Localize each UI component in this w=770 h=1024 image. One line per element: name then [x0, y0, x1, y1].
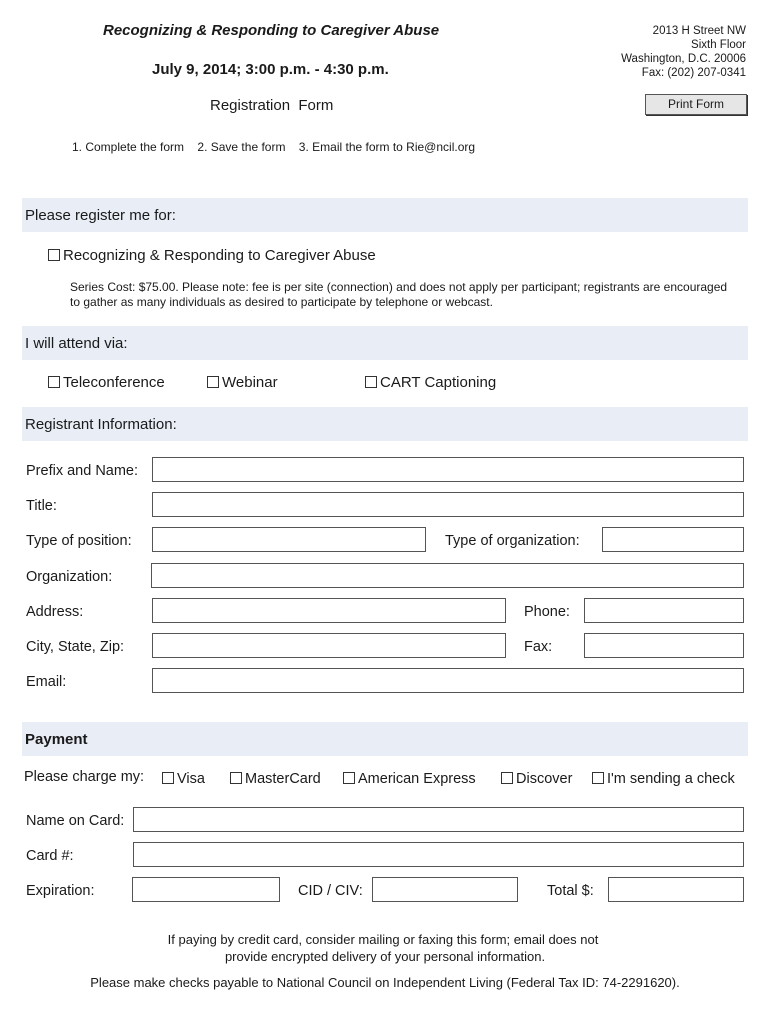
org-type-label: Type of organization: — [445, 533, 580, 549]
payment-heading: Payment — [25, 731, 88, 748]
footer-note-1: If paying by credit card, consider mailing or faxing this form; email does not — [167, 932, 599, 947]
total-label: Total $: — [547, 883, 594, 899]
teleconference-checkbox[interactable] — [48, 376, 60, 388]
check-checkbox[interactable] — [592, 772, 604, 784]
step-3: 3. Email the form to Rie@ncil.org — [298, 140, 476, 154]
attend-teleconference[interactable] — [48, 374, 165, 391]
amex-checkbox[interactable] — [343, 772, 355, 784]
instructions — [72, 140, 485, 154]
webinar-label: Webinar — [222, 374, 278, 391]
footer-note-2: provide encrypted delivery of your personal information. — [224, 949, 546, 964]
address-line: 2013 H Street NW — [652, 25, 746, 37]
prefix-name-field[interactable] — [152, 457, 744, 482]
fax-label: Fax: — [524, 639, 553, 655]
title-label: Title: — [26, 498, 57, 514]
payment-mastercard[interactable] — [230, 771, 321, 787]
register-checkbox[interactable] — [48, 249, 60, 261]
payment-discover[interactable] — [501, 771, 572, 787]
check-label: I'm sending a check — [607, 771, 735, 787]
register-option[interactable] — [48, 247, 376, 264]
webinar-checkbox[interactable] — [207, 376, 219, 388]
fax-field[interactable] — [584, 633, 744, 658]
card-number-label: Card #: — [26, 848, 74, 864]
discover-label: Discover — [516, 771, 573, 787]
registrant-heading: Registrant Information: — [25, 416, 177, 433]
phone-field[interactable] — [584, 598, 744, 623]
mastercard-checkbox[interactable] — [230, 772, 242, 784]
org-type-field[interactable] — [602, 527, 744, 552]
email-field[interactable] — [152, 668, 744, 693]
name-on-card-label: Name on Card: — [26, 813, 125, 829]
organization-label: Organization: — [26, 569, 113, 585]
register-heading: Please register me for: — [25, 207, 176, 224]
payment-section-header — [22, 722, 748, 756]
amex-label: American Express — [358, 771, 476, 787]
phone-label: Phone: — [524, 604, 570, 620]
email-label: Email: — [26, 674, 67, 690]
visa-label: Visa — [177, 771, 205, 787]
payment-check[interactable] — [592, 771, 735, 787]
address-field[interactable] — [152, 598, 506, 623]
mastercard-label: MasterCard — [245, 771, 321, 787]
city-state-zip-field[interactable] — [152, 633, 506, 658]
event-title: Recognizing & Responding to Caregiver Abuse — [103, 22, 440, 39]
attend-cart-captioning[interactable] — [365, 374, 496, 391]
print-form-button[interactable]: Print Form — [645, 94, 747, 115]
payment-amex[interactable] — [343, 771, 476, 787]
attend-section-header — [22, 326, 748, 360]
cart-captioning-checkbox[interactable] — [365, 376, 377, 388]
total-field[interactable] — [608, 877, 744, 902]
teleconference-label: Teleconference — [63, 374, 165, 391]
address-line: Washington, D.C. 20006 — [621, 53, 746, 65]
organization-field[interactable] — [151, 563, 744, 588]
city-state-zip-label: City, State, Zip: — [26, 639, 125, 655]
name-on-card-field[interactable] — [133, 807, 744, 832]
event-date: July 9, 2014; 3:00 p.m. - 4:30 p.m. — [152, 61, 389, 78]
attend-webinar[interactable] — [207, 374, 278, 391]
attend-heading: I will attend via: — [25, 335, 128, 352]
fax-line: Fax: (202) 207-0341 — [641, 67, 746, 79]
address-line: Sixth Floor — [691, 39, 746, 51]
registrant-section-header — [22, 407, 748, 441]
series-cost-note: Series Cost: $75.00. Please note: fee is per site (connection) and does not apply per participant; registrants are encouraged to gather as many individuals as desired to participate by telephone or webcast. — [70, 280, 728, 309]
address-label: Address: — [26, 604, 84, 620]
cid-field[interactable] — [372, 877, 518, 902]
expiration-label: Expiration: — [26, 883, 95, 899]
payment-visa[interactable] — [162, 771, 205, 787]
prefix-name-label: Prefix and Name: — [26, 463, 139, 479]
register-section-header — [22, 198, 748, 232]
form-name: Registration Form — [210, 97, 334, 114]
cart-captioning-label: CART Captioning — [380, 374, 497, 391]
card-number-field[interactable] — [133, 842, 744, 867]
footer-checks-note: Please make checks payable to National Council on Independent Living (Federal Tax ID: 74-2291620). — [90, 975, 680, 990]
cid-label: CID / CIV: — [298, 883, 363, 899]
position-field[interactable] — [152, 527, 426, 552]
discover-checkbox[interactable] — [501, 772, 513, 784]
expiration-field[interactable] — [132, 877, 280, 902]
visa-checkbox[interactable] — [162, 772, 174, 784]
position-label: Type of position: — [26, 533, 132, 549]
title-field[interactable] — [152, 492, 744, 517]
step-2: 2. Save the form — [197, 140, 286, 154]
step-1: 1. Complete the form — [72, 140, 185, 154]
charge-label: Please charge my: — [24, 769, 145, 785]
mailing-address — [621, 24, 746, 80]
register-option-label: Recognizing & Responding to Caregiver Abuse — [63, 247, 376, 264]
